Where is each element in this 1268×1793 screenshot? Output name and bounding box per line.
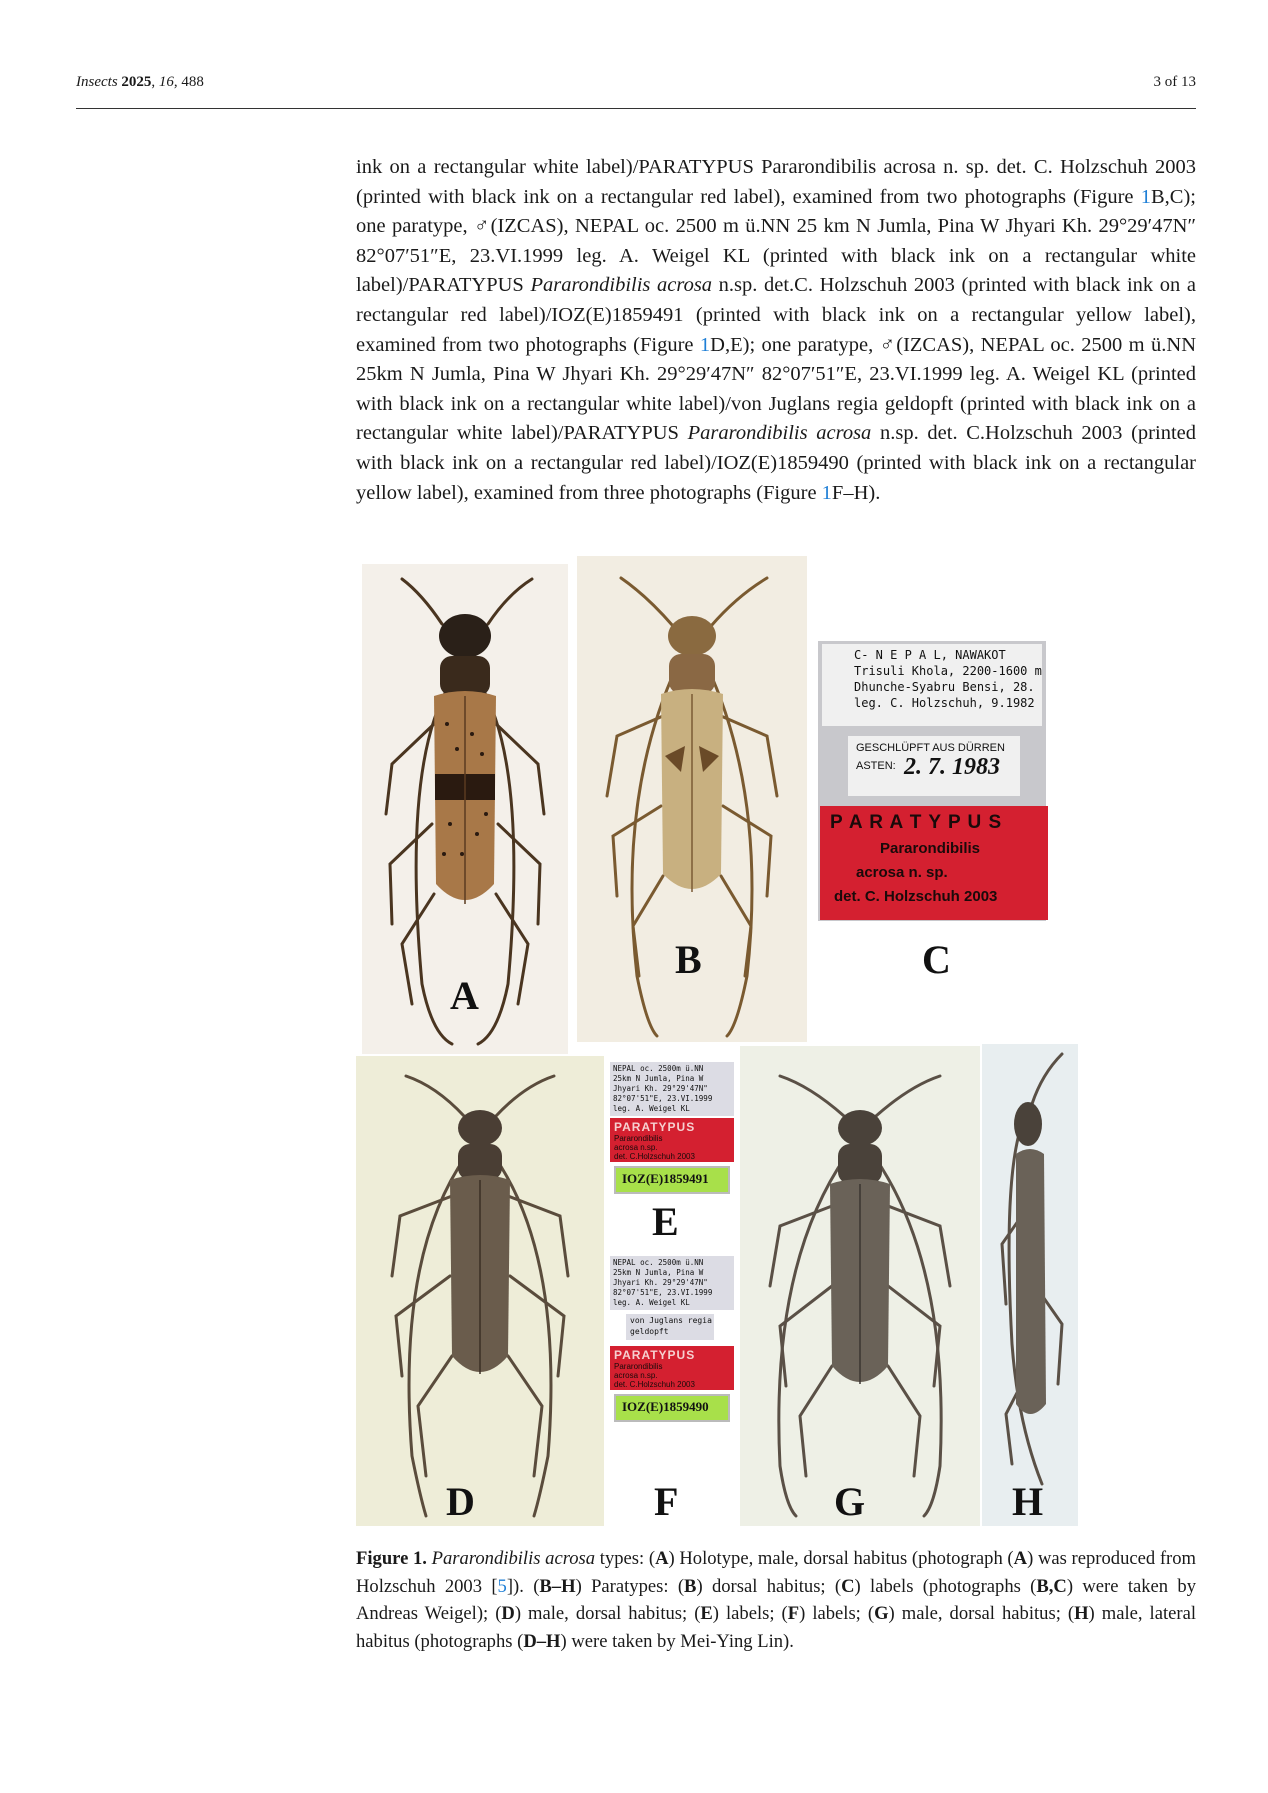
caption-text: ) dorsal habitus; (: [696, 1575, 842, 1597]
panel-h-lateral-photo: [982, 1044, 1078, 1526]
journal-volume: 16: [158, 74, 174, 90]
locality-label-f: [610, 1256, 734, 1310]
panel-c-labels-photo: [814, 556, 1078, 1042]
host-plant-label: [626, 1314, 714, 1340]
label-text: NEPAL oc. 2500m ü.NN: [613, 1258, 704, 1267]
species-name: Pararondibilis acrosa: [431, 1548, 596, 1569]
panel-letter-g: G: [834, 1479, 866, 1524]
species-name: Pararondibilis acrosa: [530, 274, 713, 297]
panel-letter-h: H: [1012, 1479, 1044, 1524]
label-text: det. C.Holzschuh 2003: [614, 1380, 695, 1389]
citation-link[interactable]: 5: [497, 1575, 507, 1597]
panel-ref: A: [655, 1548, 669, 1569]
label-text: leg. A. Weigel KL: [613, 1104, 690, 1113]
label-text: leg. A. Weigel KL: [613, 1298, 690, 1307]
locality-label: [822, 644, 1042, 726]
label-text: det. C. Holzschuh 2003: [834, 888, 998, 905]
label-text: acrosa n.sp.: [614, 1371, 658, 1380]
panel-letter-e: E: [652, 1199, 679, 1244]
label-text: 25km N Jumla, Pina W: [613, 1074, 704, 1083]
caption-text: ) male, dorsal habitus; (: [514, 1603, 701, 1624]
caption-text: ) Paratypes: (: [575, 1575, 685, 1597]
panel-letter-d: D: [446, 1479, 475, 1524]
text-segment: B,C); one paratype, ♂(IZCAS), NEPAL oc. 2500 m ü.NN 25 km N Jumla, Pina W Jhyari Kh. 29°29′47N″ 82°07′51″E, 23.VI.1999 leg. A. Weigel KL (printed with black ink on a rectangular white label)/PARATYPUS: [356, 185, 1196, 297]
panel-ref: D: [501, 1603, 515, 1624]
panel-ref: F: [787, 1603, 800, 1624]
figure-link[interactable]: 1: [1140, 185, 1151, 208]
paratype-red-label-f: [610, 1346, 734, 1390]
text-segment: F–H).: [831, 481, 881, 504]
caption-text: types: (: [595, 1548, 656, 1569]
article-number: 488: [181, 74, 204, 90]
label-text: von Juglans regia: [630, 1316, 712, 1325]
catalogue-number-label-e: [614, 1166, 730, 1194]
label-text: 82°07'51"E, 23.VI.1999: [613, 1288, 713, 1297]
panel-ref: B: [684, 1575, 697, 1597]
caption-text: ) was reproduced from Holzschuh 2003 [: [356, 1548, 1196, 1597]
label-text: Jhyari Kh. 29°29'47N": [613, 1278, 708, 1287]
panel-letter-b: B: [675, 937, 702, 982]
journal-name: Insects: [76, 74, 118, 90]
label-text: GESCHLÜPFT AUS DÜRREN: [856, 742, 1005, 754]
panel-b-paratype-photo: [577, 556, 807, 1042]
caption-text: ) male, lateral habitus (photographs (: [356, 1603, 1196, 1652]
panel-d-paratype-photo: [356, 1056, 604, 1526]
label-text: Pararondibilis: [880, 840, 981, 857]
label-text: Jhyari Kh. 29°29'47N": [613, 1084, 708, 1093]
caption-text: ) were taken by Mei-Ying Lin).: [560, 1630, 794, 1652]
paratype-red-label: [820, 806, 1048, 920]
label-text: geldopft: [630, 1327, 669, 1336]
journal-year: 2025: [121, 74, 152, 90]
text-segment: n.sp. det. C.Holzschuh 2003 (printed with black ink on a rectangular red label)/IOZ(E)1859490 (printed with black ink on a rectangular yellow label), examined from three photographs (Figure: [356, 422, 1196, 504]
locality-label-e: [610, 1062, 734, 1116]
caption-label: Figure 1.: [356, 1548, 427, 1569]
label-text: IOZ(E)1859490: [622, 1399, 709, 1414]
handwritten-date: 2. 7. 1983: [904, 754, 1000, 780]
caption-text: ]). (: [506, 1575, 540, 1597]
panel-ref: G: [874, 1603, 889, 1624]
text-segment: n.sp. det.C. Holzschuh 2003 (printed with black ink on a rectangular red label)/IOZ(E)1859491 (printed with black ink on a rectangular yellow label), examined from two photographs (Figure: [356, 274, 1196, 356]
label-text: Pararondibilis: [614, 1362, 663, 1371]
caption-text: ) labels (photographs (: [854, 1575, 1037, 1597]
figure-caption: [356, 1545, 1196, 1655]
panel-ref: H: [1074, 1603, 1089, 1624]
panel-ref: C: [841, 1575, 855, 1597]
label-text: IOZ(E)1859491: [622, 1171, 709, 1186]
panel-g-paratype-photo: [740, 1046, 980, 1526]
label-text: P A R A T Y P U S: [830, 812, 1003, 833]
label-text: acrosa n. sp.: [856, 864, 948, 881]
panel-ef-labels-photo: [608, 1056, 738, 1526]
caption-text: ) labels; (: [712, 1603, 788, 1624]
label-text: Dhunche-Syabru Bensi, 28.: [854, 680, 1035, 694]
label-text: NEPAL oc. 2500m ü.NN: [613, 1064, 704, 1073]
label-text: PARATYPUS: [614, 1120, 696, 1134]
panel-letter-c: C: [922, 937, 951, 982]
species-name: Pararondibilis acrosa: [687, 422, 872, 445]
label-text: 25km N Jumla, Pina W: [613, 1268, 704, 1277]
figure-1: [356, 556, 1078, 1526]
label-text: 82°07'51"E, 23.VI.1999: [613, 1094, 713, 1103]
panel-letter-f: F: [654, 1479, 679, 1524]
panel-ref: B,C: [1036, 1575, 1067, 1597]
panel-ref: B–H: [539, 1575, 576, 1597]
label-text: C- N E P A L, NAWAKOT: [854, 648, 1006, 662]
figure-link[interactable]: 1: [699, 333, 711, 356]
body-paragraph: [356, 153, 1196, 508]
panel-ref: A: [1013, 1548, 1028, 1569]
caption-text: ) male, dorsal habitus; (: [888, 1603, 1075, 1624]
beetle-dorsal-illustration: [740, 1046, 980, 1526]
label-text: ASTEN:: [856, 760, 896, 772]
caption-text: ) were taken by Andreas Weigel); (: [356, 1575, 1196, 1624]
panel-ref: E: [700, 1603, 713, 1624]
panel-a-holotype-photo: [362, 564, 568, 1054]
beetle-lateral-illustration: [982, 1044, 1078, 1526]
label-text: Pararondibilis: [614, 1134, 663, 1143]
header-rule: [76, 108, 1196, 109]
text-segment: ink on a rectangular white label)/PARATYPUS Pararondibilis acrosa n. sp. det. C. Holzschuh 2003 (printed with black ink on a rectangular red label), examined from two photographs (Figure: [356, 156, 1196, 208]
label-text: Trisuli Khola, 2200-1600 m: [854, 664, 1042, 678]
panel-letter-a: A: [450, 973, 479, 1018]
label-text: det. C.Holzschuh 2003: [614, 1152, 695, 1161]
label-text: acrosa n.sp.: [614, 1143, 658, 1152]
running-header-journal: Insects 2025, 16, 488: [76, 74, 204, 90]
beetle-dorsal-illustration: [356, 1056, 604, 1526]
label-text: PARATYPUS: [614, 1348, 696, 1362]
figure-link[interactable]: 1: [821, 481, 832, 504]
emergence-label: [848, 736, 1020, 796]
paratype-red-label-e: [610, 1118, 734, 1162]
caption-text: ) labels; (: [799, 1603, 875, 1624]
text-segment: D,E); one paratype, ♂(IZCAS), NEPAL oc. 2500 m ü.NN 25km N Jumla, Pina W Jhyari Kh. 29°29′47N″ 82°07′51″E, 23.VI.1999 leg. A. Weigel KL (printed with black ink on a rectangular white label)/von Juglans regia geldopft (printed with black ink on a rectangular white label)/PARATYPUS: [356, 333, 1196, 445]
caption-text: ) Holotype, male, dorsal habitus (photograph (: [668, 1548, 1014, 1569]
page-number: 3 of 13: [1153, 74, 1196, 90]
label-text: leg. C. Holzschuh, 9.1982: [854, 696, 1035, 710]
catalogue-number-label-f: [614, 1394, 730, 1422]
panel-ref: D–H: [523, 1630, 561, 1652]
